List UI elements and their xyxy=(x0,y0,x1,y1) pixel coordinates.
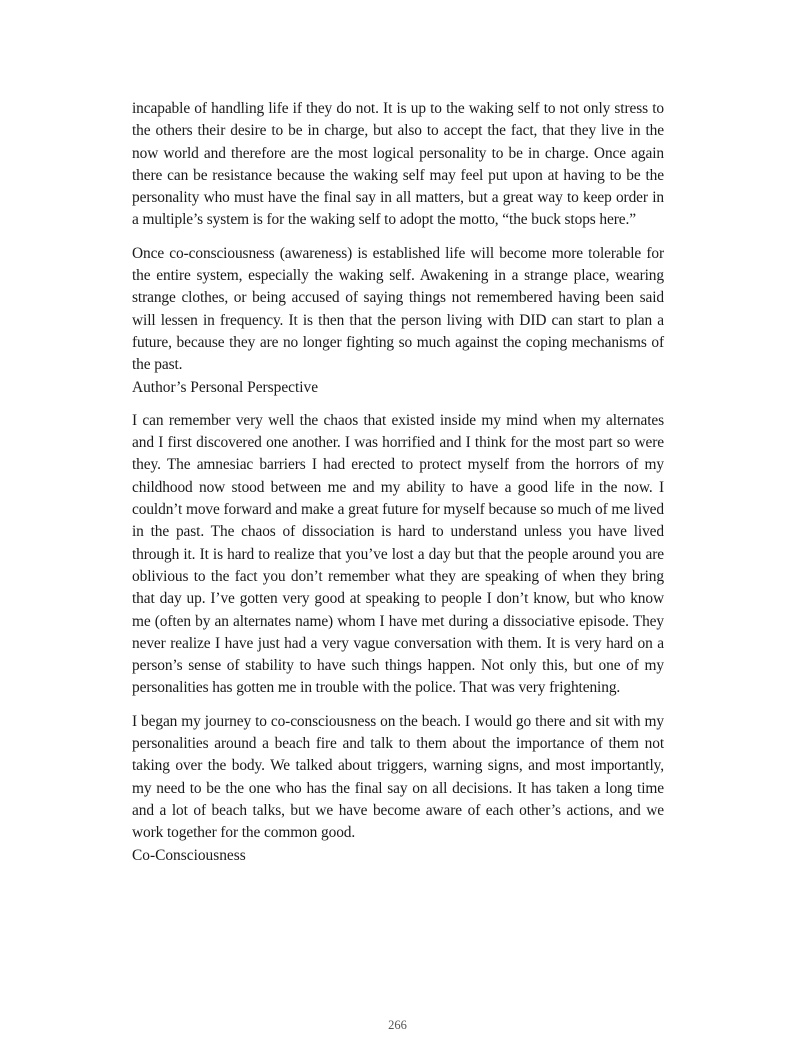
section-heading-personal-perspective: Author’s Personal Perspective xyxy=(132,378,319,396)
paragraph-co-consciousness-established: Once co-consciousness (awareness) is established life will become more tolerable for the entire system, especially the waking self. Awakening in a strange place, wearing strange clothes, or being accused of saying things not remembered having been said will lessen in frequency. It is then that the person living with DID can start to plan a future, because they are no longer fighting so much against the coping mechanisms of the past. xyxy=(132,244,664,374)
paragraph-chaos-memories: I can remember very well the chaos that existed inside my mind when my alternates and I first discovered one another. I was horrified and I think for the most part so were they. The amnesiac barriers I had erected to protect myself from the horrors of my childhood now stood between me and my ability to have a good life in the now. I couldn’t move forward and make a great future for myself because so much of me lived in the past. The chaos of dissociation is hard to understand unless you have lived through it. It is hard to realize that you’ve lost a day but that the people around you are oblivious to the fact you don’t remember what they are speaking of when they bring that day up. I’ve gotten very good at speaking to people I don’t know, but who know me (often by an alternates name) whom I have met during a dissociative episode. They never realize I have just had a very vague conversation with them. It is very hard on a person’s sense of stability to have such things happen. Not only this, but one of my personalities has gotten me in trouble with the police. That was very frightening. xyxy=(132,411,664,697)
paragraph-waking-self: incapable of handling life if they do not. It is up to the waking self to not only stress to the others their desire to be in charge, but also to accept the fact, that they live in the now world and therefore are the most logical personality to be in charge. Once again there can be resistance because the waking self may feel put upon at having to be the personality who must have the final say in all matters, but a great way to keep order in a multiple’s system is for the waking self to adopt the motto, “the buck stops here.” xyxy=(132,100,664,229)
section-heading-co-consciousness: Co-Consciousness xyxy=(132,846,246,864)
page-number: 266 xyxy=(388,1018,407,1032)
page-body xyxy=(132,98,664,867)
paragraph-beach-journey: I began my journey to co-consciousness on the beach. I would go there and sit with my personalities around a beach fire and talk to them about the importance of them not taking over the body. We talked about triggers, warning signs, and most importantly, my need to be the one who has the final say on all decisions. It has taken a long time and a lot of beach talks, but we have become aware of each other’s actions, and we work together for the common good. xyxy=(132,712,664,842)
